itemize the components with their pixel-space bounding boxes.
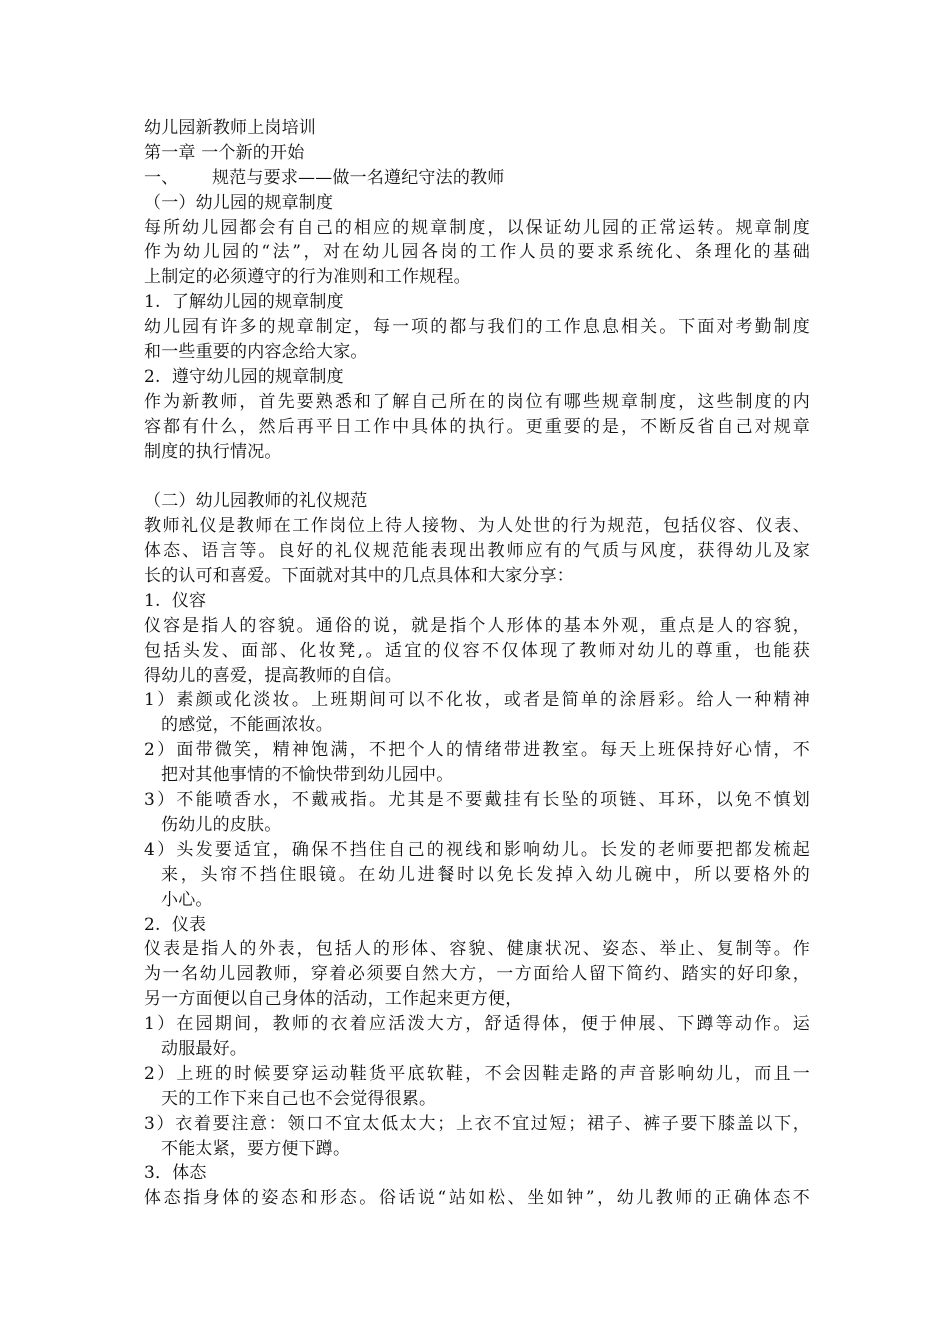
list-item-line: 1）素颜或化淡妆。上班期间可以不化妆，或者是简单的涂唇彩。给人一种精神	[144, 690, 810, 711]
paragraph	[144, 1186, 810, 1211]
chapter-heading: 第一章 一个新的开始	[144, 142, 305, 163]
paragraph-line: 每所幼儿园都会有自己的相应的规章制度，以保证幼儿园的正常运转。规章制度	[144, 217, 810, 238]
list-item-line: 1）在园期间，教师的衣着应活泼大方，舒适得体，便于伸展、下蹲等动作。运	[144, 1014, 810, 1035]
item-heading: 1. 了解幼儿园的规章制度	[144, 292, 344, 313]
paragraph-line: 长的认可和喜爱。下面就对其中的几点具体和大家分享：	[144, 566, 574, 587]
list-item	[144, 1012, 810, 1062]
item-heading: 2. 仪表	[144, 914, 207, 935]
paragraph-line: 作为幼儿园的“法”，对在幼儿园各岗的工作人员的要求系统化、条理化的基础	[144, 242, 810, 263]
paragraph	[144, 315, 810, 365]
list-item-line: 动服最好。	[161, 1038, 247, 1059]
paragraph-line: 作为新教师，首先要熟悉和了解自己所在的岗位有哪些规章制度，这些制度的内	[144, 391, 810, 412]
paragraph-line: 仪容是指人的容貌。通俗的说，就是指个人形体的基本外观，重点是人的容貌，	[144, 615, 810, 636]
paragraph	[144, 614, 810, 689]
paragraph-line: 仪表是指人的外表，包括人的形体、容貌、健康状况、姿态、举止、复制等。作	[144, 939, 810, 960]
list-item	[144, 788, 810, 838]
paragraph	[144, 937, 810, 1012]
list-item-line: 2）面带微笑，精神饱满，不把个人的情绪带进教室。每天上班保持好心情，不	[144, 740, 810, 761]
subsection-heading: （一）幼儿园的规章制度	[144, 192, 334, 213]
list-item-line: 不能太紧，要方便下蹲。	[161, 1138, 351, 1159]
section-heading: 一、 规范与要求——做一名遵纪守法的教师	[144, 167, 505, 188]
list-item-line: 3）衣着要注意：领口不宜太低太大；上衣不宜过短；裙子、裤子要下膝盖以下，	[144, 1113, 810, 1134]
list-item-line: 把对其他事情的不愉快带到幼儿园中。	[161, 765, 454, 786]
list-item-line: 来，头帘不挡住眼镜。在幼儿进餐时以免长发掉入幼儿碗中，所以要格外的	[161, 864, 810, 885]
paragraph-line: 包括头发、面部、化妆凳,。适宜的仪容不仅体现了教师对幼儿的尊重，也能获	[144, 640, 810, 661]
paragraph-line: 体态、语言等。良好的礼仪规范能表现出教师应有的气质与风度，获得幼儿及家	[144, 541, 810, 562]
blank-line	[144, 464, 810, 489]
list-item-line: 伤幼儿的皮肤。	[161, 814, 282, 835]
item-heading: 2. 遵守幼儿园的规章制度	[144, 366, 344, 387]
paragraph-line: 体态指身体的姿态和形态。俗话说“站如松、坐如钟”，幼儿教师的正确体态不	[144, 1188, 810, 1209]
list-item	[144, 688, 810, 738]
list-item-line: 2）上班的时候要穿运动鞋货平底软鞋，不会因鞋走路的声音影响幼儿，而且一	[144, 1063, 810, 1084]
list-item	[144, 1062, 810, 1112]
item-heading: 1. 仪容	[144, 590, 207, 611]
list-item	[144, 1112, 810, 1162]
paragraph-line: 另一方面便以自己身体的活动，工作起来更方便，	[144, 989, 523, 1010]
document-title: 幼儿园新教师上岗培训	[144, 118, 316, 138]
paragraph-line: 和一些重要的内容念给大家。	[144, 342, 368, 363]
paragraph-line: 制度的执行情况。	[144, 441, 282, 462]
paragraph-line: 为一名幼儿园教师，穿着必须要自然大方，一方面给人留下简约、踏实的好印象，	[144, 964, 810, 985]
paragraph	[144, 216, 810, 291]
list-item	[144, 738, 810, 788]
paragraph-line: 教师礼仪是教师在工作岗位上待人接物、为人处世的行为规范，包括仪容、仪表、	[144, 516, 810, 537]
paragraph-line: 幼儿园有许多的规章制定，每一项的都与我们的工作息息相关。下面对考勤制度	[144, 317, 810, 338]
paragraph	[144, 390, 810, 465]
paragraph-line: 容都有什么，然后再平日工作中具体的执行。更重要的是，不断反省自己对规章	[144, 416, 810, 437]
list-item-line: 的感觉，不能画浓妆。	[161, 715, 333, 736]
list-item-line: 3）不能喷香水，不戴戒指。尤其是不要戴挂有长坠的项链、耳环，以免不慎划	[144, 790, 810, 811]
list-item-line: 小心。	[161, 889, 213, 910]
document-page	[144, 116, 810, 1211]
list-item-line: 4）头发要适宜，确保不挡住自己的视线和影响幼儿。长发的老师要把都发梳起	[144, 839, 810, 860]
paragraph-line: 上制定的必须遵守的行为准则和工作规程。	[144, 267, 471, 288]
list-item-line: 天的工作下来自己也不会觉得很累。	[161, 1088, 437, 1109]
item-heading: 3．体态	[144, 1163, 207, 1184]
subsection-heading: （二）幼儿园教师的礼仪规范	[144, 491, 368, 512]
paragraph	[144, 514, 810, 589]
paragraph-line: 得幼儿的喜爱，提高教师的自信。	[144, 665, 402, 686]
list-item	[144, 838, 810, 913]
